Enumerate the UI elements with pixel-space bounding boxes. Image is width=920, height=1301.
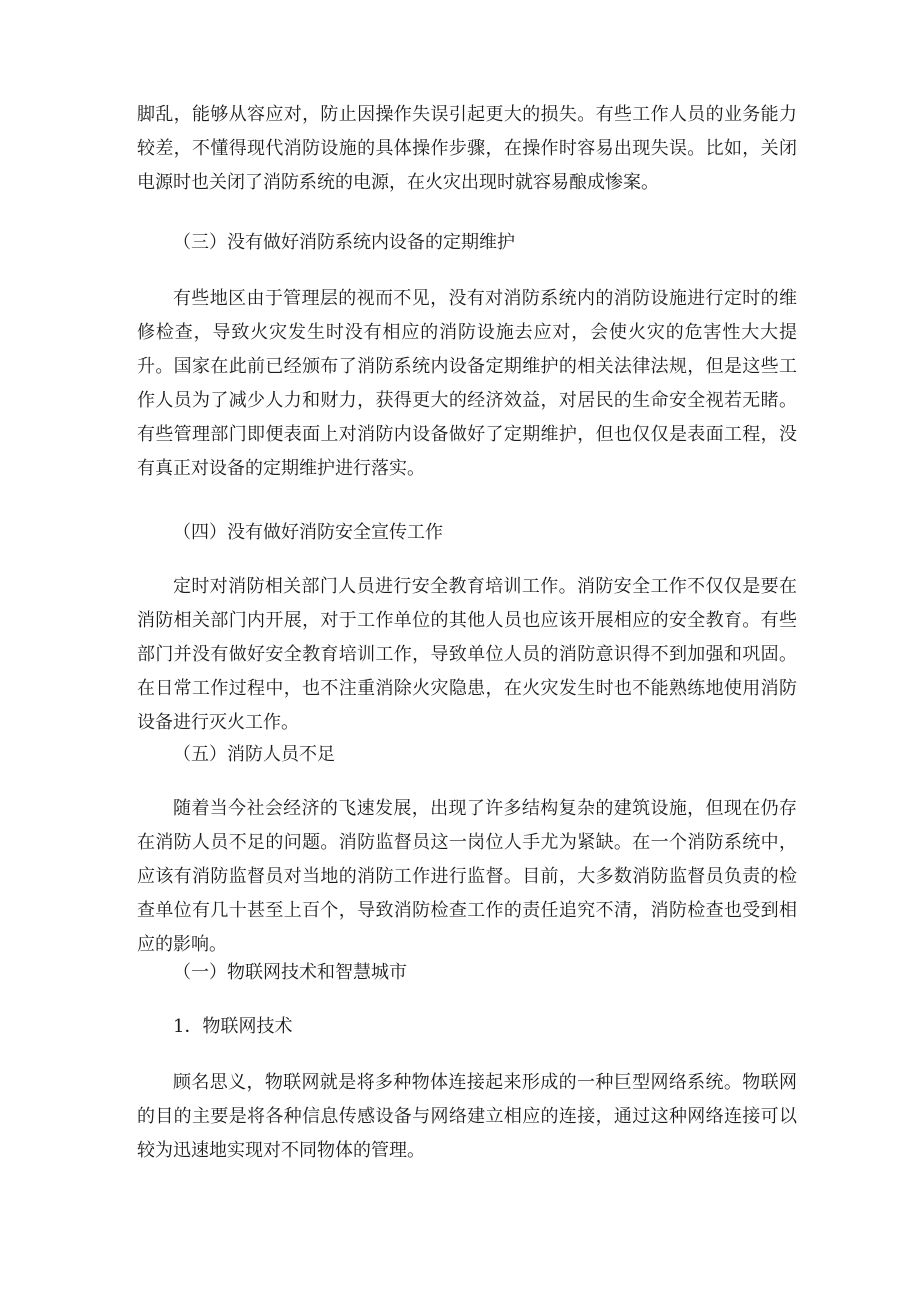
- paragraph-safety-education: 定时对消防相关部门人员进行安全教育培训工作。消防安全工作不仅仅是要在消防相关部门内开展，对于工作单位的其他人员也应该开展相应的安全教育。有些部门并没有做好安全教育培训工作，导致单位人员的消防意识得不到加强和巩固。在日常工作过程中，也不注重消除火灾隐患，在火灾发生时也不能熟练地使用消防设备进行灭火工作。: [137, 576, 797, 733]
- heading-section-4: （四）没有做好消防安全宣传工作: [173, 522, 443, 543]
- paragraph-operation-errors: 脚乱，能够从容应对，防止因操作失误引起更大的损失。有些工作人员的业务能力较差，不懂得现代消防设施的具体操作步骤，在操作时容易出现失误。比如，关闭电源时也关闭了消防系统的电源，在火灾出现时就容易酿成惨案。: [137, 104, 797, 193]
- heading-section-5: （五）消防人员不足: [173, 744, 335, 765]
- heading-iot-technology: 1．物联网技术: [173, 1016, 293, 1037]
- heading-iot-smart-city: （一）物联网技术和智慧城市: [173, 962, 407, 983]
- paragraph-staff-shortage: 随着当今社会经济的飞速发展，出现了许多结构复杂的建筑设施，但现在仍存在消防人员不足的问题。消防监督员这一岗位人手尤为紧缺。在一个消防系统中，应该有消防监督员对当地的消防工作进行监督。目前，大多数消防监督员负责的检查单位有几十甚至上百个，导致消防检查工作的责任追究不清，消防检查也受到相应的影响。: [137, 798, 797, 955]
- paragraph-iot-definition: 顾名思义，物联网就是将多种物体连接起来形成的一种巨型网络系统。物联网的目的主要是将各种信息传感设备与网络建立相应的连接，通过这种网络连接可以较为迅速地实现对不同物体的管理。: [137, 1072, 797, 1161]
- heading-section-3: （三）没有做好消防系统内设备的定期维护: [173, 232, 515, 253]
- paragraph-maintenance: 有些地区由于管理层的视而不见，没有对消防系统内的消防设施进行定时的维修检查，导致火灾发生时没有相应的消防设施去应对，会使火灾的危害性大大提升。国家在此前已经颁布了消防系统内设备定期维护的相关法律法规，但是这些工作人员为了减少人力和财力，获得更大的经济效益，对居民的生命安全视若无睹。有些管理部门即便表面上对消防内设备做好了定期维护，但也仅仅是表面工程，没有真正对设备的定期维护进行落实。: [137, 288, 797, 479]
